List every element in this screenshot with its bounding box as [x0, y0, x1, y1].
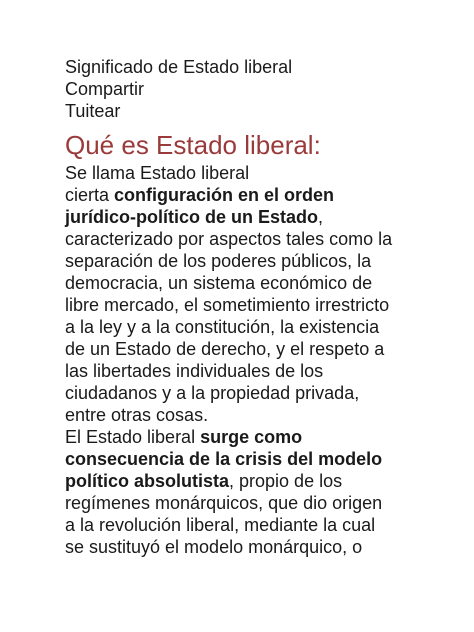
body-line: Se llama Estado liberal [65, 163, 250, 183]
body-line [65, 184, 454, 206]
bold-text: consecuencia de la crisis del modelo [65, 449, 383, 469]
body-line: libre mercado, el sometimiento irrestricto [65, 295, 390, 315]
body-line: las libertades individuales de los [65, 361, 324, 381]
body-text-span: cierta [65, 185, 115, 205]
body-line [65, 448, 454, 470]
body-line: separación de los poderes públicos, la [65, 251, 372, 271]
body-line [65, 206, 454, 228]
body-line: de un Estado de derecho, y el respeto a [65, 339, 385, 359]
body-line: caracterizado por aspectos tales como la [65, 229, 393, 249]
body-text [65, 162, 454, 558]
body-line: se sustituyó el modelo monárquico, o [65, 537, 363, 557]
body-line: a la revolución liberal, mediante la cual [65, 515, 376, 535]
body-line [65, 426, 454, 448]
body-line: regímenes monárquicos, que dio origen [65, 493, 383, 513]
bold-text: político absolutista [65, 471, 230, 491]
body-line: a la ley y a la constitución, la existencia [65, 317, 380, 337]
section-heading: Qué es Estado liberal: [65, 130, 321, 160]
bold-text: surge como [200, 427, 303, 447]
bold-text: configuración en el orden [114, 185, 335, 205]
body-line: democracia, un sistema económico de [65, 273, 373, 293]
body-text-span: , propio de los [229, 471, 343, 491]
body-text-span: El Estado liberal [65, 427, 201, 447]
bold-text: jurídico-político de un Estado [65, 207, 319, 227]
share-link[interactable]: Compartir [65, 79, 145, 99]
document-title: Significado de Estado liberal [65, 57, 293, 77]
body-line: entre otras cosas. [65, 405, 209, 425]
body-text-span: , [318, 207, 324, 227]
tweet-link[interactable]: Tuitear [65, 101, 121, 121]
body-line [65, 470, 454, 492]
body-line: ciudadanos y a la propiedad privada, [65, 383, 360, 403]
